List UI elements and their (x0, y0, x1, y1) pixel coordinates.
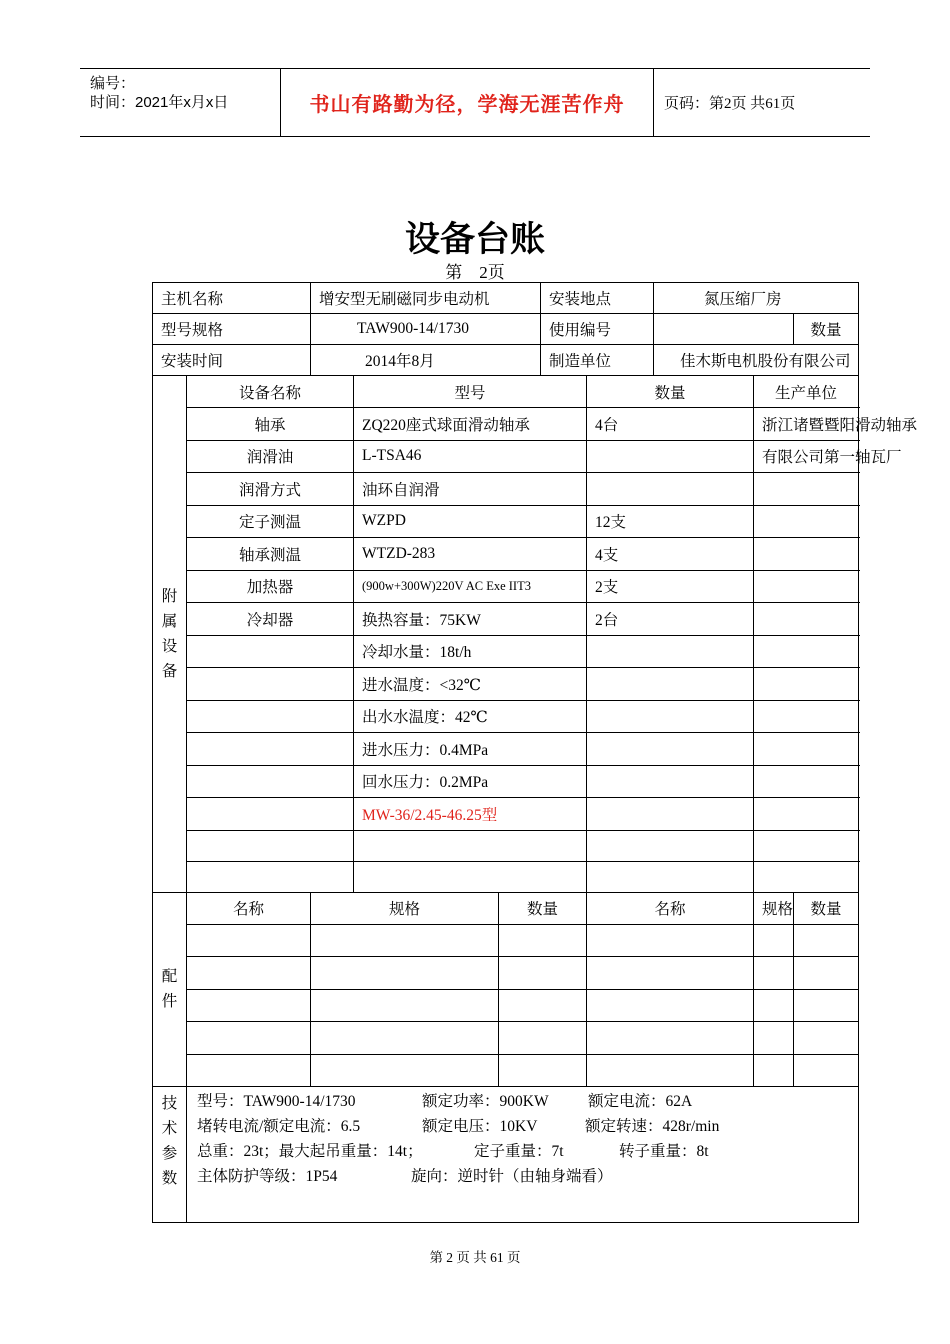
accessory-row (153, 473, 859, 506)
install-time-label: 安装时间 (153, 345, 311, 376)
accessory-cell: MW-36/2.45-46.25型 (354, 798, 587, 831)
accessory-cell (754, 570, 859, 603)
accessory-cell (354, 861, 587, 892)
parts-cell (499, 1022, 587, 1055)
accessory-cell (587, 798, 754, 831)
parts-cell (187, 957, 311, 990)
accessory-cell (587, 765, 754, 798)
accessory-cell (754, 538, 859, 571)
accessory-row (153, 440, 859, 473)
parts-cell (587, 1022, 754, 1055)
parts-header-row (153, 892, 859, 924)
accessory-cell: 回水压力：0.2MPa (354, 765, 587, 798)
info-row (153, 314, 859, 345)
time-label: 时间：2021年x月x日 (90, 94, 229, 111)
accessory-cell: 进水温度：<32℃ (354, 668, 587, 701)
tech-parameter: 堵转电流/额定电流：6.5 (197, 1118, 361, 1135)
install-time-value: 2014年8月 (311, 345, 541, 376)
accessory-cell (754, 765, 859, 798)
info-row (153, 283, 859, 314)
maker-value: 佳木斯电机股份有限公司 (654, 345, 859, 376)
parts-cell (499, 989, 587, 1022)
install-location-value: 氮压缩厂房 (654, 283, 859, 314)
accessory-cell (754, 603, 859, 636)
tech-parameter: 额定电压：10KV (422, 1118, 538, 1135)
accessory-row (153, 700, 859, 733)
parts-cell (187, 989, 311, 1022)
accessory-cell: 4支 (587, 538, 754, 571)
document-subtitle: 第 2页 (445, 263, 505, 282)
parts-cell (587, 957, 754, 990)
accessory-cell (187, 635, 354, 668)
parts-cell (754, 1054, 794, 1087)
parts-cell (311, 1022, 499, 1055)
accessory-cell: 浙江诸暨暨阳滑动轴承 (754, 408, 859, 441)
tech-parameter: 额定电流：62A (588, 1093, 693, 1110)
accessory-cell (587, 733, 754, 766)
accessory-cell (187, 765, 354, 798)
accessory-cell: 定子测温 (187, 505, 354, 538)
accessory-cell (754, 861, 859, 892)
parts-column-header: 名称 (187, 892, 311, 924)
tech-parameter: 额定功率：900KW (422, 1093, 549, 1110)
accessory-cell (587, 700, 754, 733)
parts-cell (187, 1022, 311, 1055)
accessory-cell: L-TSA46 (354, 440, 587, 473)
accessory-cell: 冷却水量：18t/h (354, 635, 587, 668)
accessory-cell: 出水水温度：42℃ (354, 700, 587, 733)
parts-cell (794, 1054, 859, 1087)
parts-row (153, 957, 859, 990)
header-meta (80, 69, 281, 136)
accessory-row (153, 635, 859, 668)
accessory-cell: 轴承测温 (187, 538, 354, 571)
accessory-cell (354, 830, 587, 861)
accessory-cell: 油环自润滑 (354, 473, 587, 506)
accessory-cell (587, 830, 754, 861)
accessory-row (153, 408, 859, 441)
accessory-cell: WZPD (354, 505, 587, 538)
parts-column-header: 规格 (311, 892, 499, 924)
quantity-label: 数量 (794, 314, 859, 345)
accessory-cell (187, 733, 354, 766)
accessory-row (153, 570, 859, 603)
accessory-cell (754, 668, 859, 701)
accessory-cell (754, 700, 859, 733)
parts-cell (794, 1022, 859, 1055)
parts-cell (794, 957, 859, 990)
accessory-cell (587, 473, 754, 506)
accessory-cell: 润滑油 (187, 440, 354, 473)
parts-cell (187, 1054, 311, 1087)
accessory-cell: 换热容量：75KW (354, 603, 587, 636)
header-page-info: 页码：第2页 共61页 (664, 96, 796, 112)
accessory-cell: ZQ220座式球面滑动轴承 (354, 408, 587, 441)
accessory-column-header: 生产单位 (754, 376, 859, 408)
accessory-cell (587, 668, 754, 701)
header-motto: 书山有路勤为径，学海无涯苦作舟 (281, 69, 654, 136)
tech-line (197, 1114, 848, 1139)
equipment-ledger-table (152, 282, 918, 1223)
accessory-cell (754, 505, 859, 538)
document-title: 设备台账 (404, 220, 545, 260)
info-row (153, 345, 859, 376)
tech-parameter: 主体防护等级：1P54 (197, 1168, 338, 1185)
accessory-cell (754, 635, 859, 668)
accessory-cell (754, 830, 859, 861)
accessory-cell: (900w+300W)220V AC Exe IIT3 (354, 570, 587, 603)
host-name-label: 主机名称 (153, 283, 311, 314)
tech-line (197, 1089, 848, 1114)
accessory-row (153, 538, 859, 571)
parts-cell (587, 989, 754, 1022)
accessory-row (153, 798, 859, 831)
install-location-label: 安装地点 (541, 283, 654, 314)
parts-column-header: 名称 (587, 892, 754, 924)
accessory-row (153, 603, 859, 636)
tech-row (153, 1087, 859, 1223)
accessory-cell: 进水压力：0.4MPa (354, 733, 587, 766)
parts-cell (311, 957, 499, 990)
parts-cell (311, 924, 499, 957)
parts-cell (311, 989, 499, 1022)
tech-line (197, 1139, 848, 1164)
accessory-cell (754, 733, 859, 766)
accessory-cell (754, 473, 859, 506)
tech-parameter: 定子重量：7t (474, 1143, 564, 1160)
parts-cell (754, 989, 794, 1022)
accessory-cell: 冷却器 (187, 603, 354, 636)
accessory-header-row (153, 376, 859, 408)
parts-column-header: 数量 (794, 892, 859, 924)
use-no-label: 使用编号 (541, 314, 654, 345)
accessory-cell: 轴承 (187, 408, 354, 441)
model-label: 型号规格 (153, 314, 311, 345)
tech-line (197, 1164, 848, 1189)
tech-parameter: 额定转速：428r/min (585, 1118, 720, 1135)
accessory-cell: 2支 (587, 570, 754, 603)
accessory-cell (587, 861, 754, 892)
parts-section-label: 配 件 (153, 892, 187, 1087)
accessory-cell: 12支 (587, 505, 754, 538)
parts-row (153, 1022, 859, 1055)
accessory-row (153, 733, 859, 766)
accessory-cell (187, 668, 354, 701)
accessory-cell: 润滑方式 (187, 473, 354, 506)
tech-parameter: 旋向：逆时针（由轴身端看） (411, 1168, 613, 1185)
parts-cell (794, 924, 859, 957)
parts-column-header: 规格 (754, 892, 794, 924)
accessory-cell (187, 700, 354, 733)
page-header (80, 68, 870, 137)
tech-section-label: 技 术 参 数 (153, 1087, 187, 1223)
parts-row (153, 924, 859, 957)
parts-cell (311, 1054, 499, 1087)
accessory-column-header: 设备名称 (187, 376, 354, 408)
accessory-column-header: 数量 (587, 376, 754, 408)
tech-parameter: 型号：TAW900-14/1730 (197, 1093, 356, 1110)
tech-parameters (187, 1087, 859, 1223)
accessory-row (153, 861, 859, 892)
accessory-cell: 2台 (587, 603, 754, 636)
parts-row (153, 1054, 859, 1087)
parts-column-header: 数量 (499, 892, 587, 924)
accessory-cell: WTZD-283 (354, 538, 587, 571)
use-no-value (654, 314, 794, 345)
accessory-cell (754, 798, 859, 831)
tech-parameter: 转子重量：8t (619, 1143, 709, 1160)
accessory-cell (587, 635, 754, 668)
accessory-row (153, 668, 859, 701)
accessory-column-header: 型号 (354, 376, 587, 408)
accessories-section-label: 附 属 设 备 (153, 376, 187, 893)
parts-row (153, 989, 859, 1022)
page-footer: 第 2 页 共 61 页 (429, 1250, 521, 1265)
model-value: TAW900-14/1730 (311, 314, 541, 345)
accessory-cell (187, 798, 354, 831)
number-label: 编号： (90, 75, 136, 92)
accessory-row (153, 765, 859, 798)
parts-cell (794, 989, 859, 1022)
parts-cell (754, 1022, 794, 1055)
parts-cell (587, 1054, 754, 1087)
parts-cell (587, 924, 754, 957)
parts-cell (187, 924, 311, 957)
maker-label: 制造单位 (541, 345, 654, 376)
accessory-cell: 有限公司第一轴瓦厂 (754, 440, 859, 473)
parts-cell (499, 924, 587, 957)
accessory-cell (187, 830, 354, 861)
accessory-row (153, 505, 859, 538)
accessory-cell: 4台 (587, 408, 754, 441)
accessory-cell: 加热器 (187, 570, 354, 603)
accessory-cell (187, 861, 354, 892)
accessory-row (153, 830, 859, 861)
accessory-cell (587, 440, 754, 473)
parts-cell (499, 957, 587, 990)
tech-parameter: 总重：23t；最大起吊重量：14t； (197, 1143, 423, 1160)
parts-cell (754, 924, 794, 957)
parts-cell (499, 1054, 587, 1087)
parts-cell (754, 957, 794, 990)
host-name-value: 增安型无刷磁同步电动机 (311, 283, 541, 314)
